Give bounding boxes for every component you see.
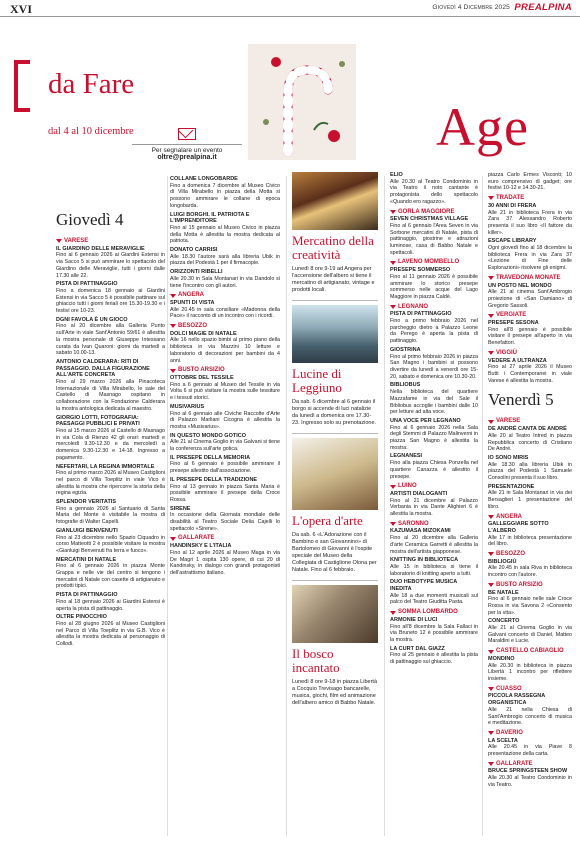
event-title: DONATO CARRISI: [170, 247, 218, 254]
event-list: [170, 176, 280, 577]
christmas-candy-cane-illustration: [248, 44, 356, 160]
event-description: Fino al 11 gennaio 2026 è possibile ammirare lo storico presepe sommerso nelle acque del Lago Maggiore in piazza Caldè.: [390, 273, 478, 300]
event-title: OTTOBRE DEL TESSILE: [170, 374, 234, 381]
event-title: PISTA DI PATTINAGGIO: [56, 281, 118, 288]
event-description: Alle 20.30 al Teatro Condominio in via Teatro il noto cantante è protagonista dello spettacolo «Quando ero ragazzo».: [390, 178, 478, 205]
city-heading: [390, 304, 478, 311]
event-description: Alle 20.45 in via Piave 8 presentazione della carta.: [488, 744, 572, 758]
city-name: SARONNO: [398, 520, 429, 527]
event-list: [488, 172, 572, 789]
event-title: LA SCELTA: [488, 737, 518, 744]
event-list: [390, 172, 478, 666]
divider: [292, 300, 378, 301]
event-title: GALLEGGIARE SOTTO L'ALBERO: [488, 521, 549, 534]
event-description: Fino al 6 gennaio nelle sale Croce Rossa in via Savona 2 «Consento per la vita».: [488, 596, 572, 616]
feature-title: Mercatino della creatività: [292, 233, 374, 262]
event-description: Alle 20.30 in Sala Montanari in via Dandolo si tiene l'incontro con gli autori.: [170, 275, 280, 289]
city-heading: [488, 648, 572, 655]
event-description: Fino al 6 gennaio è possibile ammirare il presepe allestito dall'associazione.: [170, 461, 280, 475]
event-description: Fino a 6 gennaio al Museo del Tessile in via Volta 6 si può visitare la mostra sulle tessiture e i tessuti storici.: [170, 381, 280, 402]
city-heading: [170, 535, 280, 542]
city-name: TRADATE: [496, 195, 525, 202]
event-title: PISTA DI PATTINAGGIO: [390, 311, 452, 318]
event-description: Fino al primo marzo 2026 al Museo Castiglioni nel parco di Villa Toeplitz in viale Vico è allestita la mostra che ripercorre la storia della regina egizia.: [56, 470, 165, 497]
event-description: Fino al 6 gennaio 2026 ai Giardini Estensi in via Sacco 5 si può ammirare lo spettacolo del Giardino delle Meraviglie, tutti i giorni dalle 17.30 alle 22.: [56, 252, 165, 279]
city-name: BUSTO ARSIZIO: [496, 581, 543, 588]
city-name: CASTELLO CABIAGLIO: [496, 648, 564, 655]
event-title: PRESEPE SESONA: [488, 320, 539, 327]
event-description: Ogni giovedì fino al 18 dicembre la biblioteca Frera in via Zara 37 «Lezione di Fine delle Esplorazioni» risolvere gli enigmi.: [488, 245, 572, 272]
photo-lights: [292, 305, 378, 363]
city-name: TRAVEDONA MONATE: [496, 274, 561, 281]
event-description: Alle 20.45 in sala Riva in biblioteca incontro con l'autore.: [488, 565, 572, 579]
event-description: Fino al 27 aprile 2026 il Museo Butti i Contemporanei in viale Varese è allestita la mostra.: [488, 364, 572, 384]
event-description: Fino a domenica 7 dicembre al Museo Civico di Villa Mirabello in piazza della Motta si possono ammirare le collane di epoca longobarda.: [170, 182, 280, 209]
city-heading: [488, 551, 572, 558]
event-title: IN QUESTO MONDO GOTICO: [170, 432, 246, 439]
page-header: [0, 0, 580, 17]
triangle-marker-icon: [390, 305, 396, 309]
event-description: Fino a primo febbraio 2026 nel parcheggio dietro a Palazzo Leone da Perego è aperta la pista di pattinaggio.: [390, 318, 478, 345]
event-title: GIANLUIGI BENVENUTI: [56, 527, 118, 534]
feature-title: Lucine di Leggiuno: [292, 366, 342, 395]
event-description: Alle 16 nello spazio bimbi al primo piano della biblioteca in via Mazzini 10 letture e laboratorio di decorazioni per bambini da 4 anni.: [170, 337, 280, 364]
city-heading: [390, 259, 478, 266]
event-description: piazza Carlo Ermes Visconti; 10 euro comprensivo di gadget; ore festivi 10-12 e 14.30-21.: [488, 172, 572, 192]
triangle-marker-icon: [488, 196, 494, 200]
event-title: UN POSTO NEL MONDO: [488, 282, 552, 289]
city-heading: [488, 761, 572, 768]
event-title: OLTRE PINOCCHIO: [56, 614, 107, 621]
event-title: ORIZZONTI RIBELLI: [170, 269, 223, 276]
triangle-marker-icon: [488, 731, 494, 735]
column-divider: [167, 176, 168, 836]
event-title: NEFERTARI, LA REGINA IMMORTALE: [56, 463, 155, 470]
event-description: Alle 18.30 alla libreria Ubik in piazza del Podestà 1 Samuele Consolini presenta il suo libro.: [488, 461, 572, 482]
city-name: LAVENO MOMBELLO: [398, 259, 460, 266]
event-description: Fino al 28 giugno 2026 al Museo Castiglioni nel Parco di Villa Toeplitz in via G.B. Vico è allestita la mostra dedicata al personaggio di Collodi.: [56, 620, 165, 648]
event-title: UNA VOCE PER LEGNANO: [390, 417, 461, 424]
city-heading: [170, 367, 280, 374]
section-dates: dal 4 al 10 dicembre: [48, 126, 134, 137]
city-heading: [488, 350, 572, 357]
event-description: Alle 21 al cinema Sant'Ambrogio proiezione di «San Damiano» di Gregorio Sassoli.: [488, 289, 572, 309]
event-description: Fino alla piazza Chiesa Ponzella nel quartiere Canazza è allestito il presepe.: [390, 460, 478, 480]
event-title: ANTONIO CALDERARA: RITI DI PASSAGGIO. DALLA FIGURAZIONE ALL'ARTE CONCRETA: [56, 358, 150, 379]
city-heading: [488, 418, 572, 425]
event-description: Nella biblioteca del quartiere Mazzafame in via del Sale il Bibliobus accoglie i bambini dalle 10 per letture ad alta voce.: [390, 389, 478, 416]
city-heading: [170, 323, 280, 330]
city-heading: [390, 483, 478, 490]
day-heading: Giovedì 4: [56, 210, 124, 229]
event-description: Fino all'8 gennaio è possibile visitare il presepe all'aperto in via Benefattori.: [488, 326, 572, 347]
event-description: Alle 20 al Teatro Intred in piazza Repubblica concerto di Cristiano De André.: [488, 432, 572, 453]
city-heading: [488, 730, 572, 737]
event-description: Fino al 6 gennaio 2026 in piazza Monte Grappa e nelle vie del centro si tengono i mercatini di Natale con casette di artigianato e prodotti tipici.: [56, 563, 165, 590]
photo-market: [292, 172, 378, 230]
contact-email[interactable]: oltre@prealpina.it: [157, 154, 217, 161]
event-title: KAZUMASA MIZOKAMI: [390, 528, 451, 535]
city-heading: [488, 275, 572, 282]
column-divider: [482, 176, 483, 836]
event-description: Alle 18.30 l'autore sarà alla libreria Ubik in piazza del Podestà 1 per il firmacopie.: [170, 253, 280, 267]
event-description: Fino all'8 dicembre la Sala Fallaci in via Bruneto 12 è possibile ammirare la mostra.: [390, 623, 478, 643]
event-title: ARMONIE DI LUCI: [390, 616, 438, 623]
event-title: HANDINSKY E L'ITALIA: [170, 543, 232, 550]
triangle-marker-icon: [488, 420, 494, 424]
city-name: ANGERA: [178, 292, 205, 299]
event-description: Fino al 20 dicembre alla Galleria d'arte Ceramica Garretti è allestita la mostra dell'artista giapponese.: [390, 535, 478, 555]
contact-text: Per segnalare un evento: [151, 147, 223, 154]
event-title: COLLANE LONGOBARDE: [170, 176, 238, 182]
triangle-marker-icon: [488, 762, 494, 766]
event-title: SIRENE: [170, 505, 191, 512]
event-description: Fino al primo febbraio 2026 in piazza San Magno i bambini si possono divertire da lunedì a venerdì ore 15-20, sabato e domenica ore 10.30-20.: [390, 353, 478, 380]
divider: [132, 144, 242, 145]
feature-title: L'opera d'arte: [292, 513, 363, 528]
city-name: LEGNANO: [398, 303, 428, 310]
event-description: Fino a domenica 18 gennaio ai Giardini Estensi in via Sacco 5 è possibile pattinare sul ghiaccio tutti i giorni feriali ore 15.30-19.30 e i festivi ore 10-23.: [56, 287, 165, 315]
photo-forest: [292, 585, 378, 643]
feature-text: Lunedì 8 ore 9-18 in piazza Libertà a Cocquio Trevisago bancarelle, musica, giochi, film ed animazione dell'albero amico di Babbo Natale.: [292, 679, 378, 706]
page-number: XVI: [10, 2, 33, 16]
city-name: VARESE: [496, 418, 521, 425]
event-title: MERCATINI DI NATALE: [56, 556, 117, 563]
event-title: GIORGIO LOTTI, FOTOGRAFIA: PAESAGGI PUBBLICI E PRIVATI: [56, 414, 140, 428]
triangle-marker-icon: [170, 369, 176, 373]
event-description: Fino al 25 gennaio è allestita la pista di pattinaggio sul ghiaccio.: [390, 652, 478, 666]
photo-artwork: [292, 438, 378, 510]
agenda-heading: Age: [436, 97, 529, 157]
event-title: MONDINO: [488, 655, 515, 662]
event-description: Fino al 23 dicembre nello Spazio Ciquadro in corso Matteotti 2 è possibile visitare la mostra «Gianluigi Benvenuti fra terra e fuoco».: [56, 534, 165, 554]
triangle-marker-icon: [488, 583, 494, 587]
feature-box: [292, 305, 378, 427]
city-heading: [390, 209, 478, 216]
event-description: Alle 20.30 al Teatro Condominio in via Teatro.: [488, 775, 572, 788]
event-title: DGNI FAVOLA È UN GIOCO: [56, 316, 128, 323]
event-description: Fino al 6 gennaio l'Area Seven in via Sorbone mercatini di Natale, pista di pattinaggio, giostrine e attrazioni luminose, casa di Babbo Natale e spettacoli.: [390, 222, 478, 256]
city-name: CUASSO: [496, 685, 522, 692]
feature-box: [292, 438, 378, 574]
event-title: BE NATALE: [488, 589, 519, 596]
event-title: PRESEPE SOMMERSO: [390, 267, 451, 274]
event-title: 30 ANNI DI FRERA: [488, 202, 537, 209]
event-description: Alle 21 al Cinema Goglio in via Galvani concerto di Daniel, Matteo Maraldini e Lucie.: [488, 625, 572, 645]
city-name: SOMMA LOMBARDO: [398, 609, 458, 616]
column-5: [488, 172, 572, 837]
event-description: Fino a gennaio 2026 al Santuario di Santa Maria del Monte è visitabile la mostra di fotografie di Walter Capelli.: [56, 505, 165, 526]
triangle-marker-icon: [390, 611, 396, 615]
event-title: PISTA DI PATTINAGGIO: [56, 592, 118, 599]
column-1: [56, 206, 165, 834]
event-title: ARTISTI DIALOGANTI: [390, 490, 448, 497]
triangle-marker-icon: [390, 485, 396, 489]
event-description: Alle 21 in biblioteca Frera in via Zara 37 Alessandro Roberto presenta il suo libro «Il fattore da killer».: [488, 209, 572, 236]
event-description: Fino al 20 dicembre alla Galleria Punto sull'Arte in viale Sant'Antonio 59/61 è allestita la mostra personale di Giuseppe Intessano curata da Ivan Quaroni: giorni da martedì a sabato 10.00-13.: [56, 323, 165, 357]
triangle-marker-icon: [488, 650, 494, 654]
event-description: Fino al 15 marzo 2026 al Castello di Masnago in via Cola di Rienzo 42 gli orari: martedì e mercoledì 9.30-12.30 e da mercoledì a domenica 9.30-12.30 e 14-18. Ingresso a pagamento.: [56, 427, 165, 461]
column-2: [170, 176, 280, 834]
event-title: DUO HEBOTYPE MUSICA INEDITA: [390, 579, 458, 593]
event-title: DE ANDRÉ CANTA DE ANDRÉ: [488, 426, 567, 433]
triangle-marker-icon: [170, 324, 176, 328]
event-title: BIBLIOGIÙ: [488, 558, 517, 565]
city-name: ANGERA: [496, 513, 523, 520]
triangle-marker-icon: [390, 522, 396, 526]
triangle-marker-icon: [488, 552, 494, 556]
city-name: LUINO: [398, 483, 417, 490]
triangle-marker-icon: [488, 314, 494, 318]
event-title: CONCERTO: [488, 618, 520, 625]
feature-title: Il bosco incantato: [292, 646, 340, 675]
triangle-marker-icon: [488, 515, 494, 519]
event-title: LEGNANESI: [390, 453, 423, 460]
triangle-marker-icon: [488, 687, 494, 691]
event-title: IL PRESEPE DELLA MEMORIA: [170, 454, 251, 461]
event-title: IL GIARDINO DELLE MERAVIGLIE: [56, 245, 145, 252]
column-4: [390, 172, 478, 834]
city-name: VIGGIÙ: [496, 349, 518, 356]
event-description: In occasione della Giornata mondiale delle disabilità al Teatro Sociale Delia Cajelli lo spettacolo «Sirene».: [170, 512, 280, 532]
event-title: DOLCI MAGIE DI NATALE: [170, 330, 237, 337]
day-heading: Venerdì 5: [488, 390, 554, 410]
triangle-marker-icon: [56, 239, 62, 243]
event-description: Alle 21 al Cinema Goglio in via Galvani si tiene la conferenza sull'arte gotica.: [170, 439, 280, 453]
feature-text: Da sab. 6 «L'Adorazione con il Bambino e san Giovannino» di Bartolomeo di Giovanni è l'ospite speciale del Museo della Collegiata di Castiglione Olona per Natale. Fino al 6 febbraio.: [292, 532, 377, 573]
divider: [292, 433, 378, 434]
city-heading: [488, 312, 572, 319]
city-heading: [170, 292, 280, 299]
triangle-marker-icon: [170, 294, 176, 298]
triangle-marker-icon: [170, 537, 176, 541]
brand-logo: PREALPINA: [514, 2, 572, 13]
event-description: Fino al 6 gennaio 2026 nella Sala degli Stemmi di Palazzo Malinverni in piazza San Magno è allestita la mostra.: [390, 424, 478, 451]
city-heading: [488, 686, 572, 693]
event-description: Alle 20.30 in biblioteca in piazza Libertà 1 incontro per riflettere insieme.: [488, 662, 572, 682]
triangle-marker-icon: [390, 210, 396, 214]
event-title: BIBLIOBUS: [390, 382, 421, 389]
feature-box: [292, 585, 378, 707]
event-title: IL PRESEPE DELLA TRADIZIONE: [170, 476, 258, 483]
event-title: GIOSTRINA: [390, 346, 421, 353]
event-title: LA CURT DAL GIAZZ: [390, 645, 445, 652]
event-description: Fino al 15 gennaio al Museo Civico in piazza della Motta è allestita la mostra dedicata al patriota.: [170, 224, 280, 245]
triangle-marker-icon: [390, 261, 396, 265]
event-description: Alle 18 a due momenti musicali sul palco del Teatro Giuditta Pasta.: [390, 592, 478, 606]
triangle-marker-icon: [488, 276, 494, 280]
envelope-icon: [178, 128, 196, 140]
city-heading: [488, 195, 572, 202]
event-title: KNITTING IN BIBLIOTECA: [390, 557, 459, 564]
event-title: LUIGI BORGHI. IL PATRIOTA E L'IMPRENDITORE: [170, 211, 250, 225]
triangle-marker-icon: [488, 351, 494, 355]
event-description: Alle 21 in Sala Montanari in via dei Bersaglieri 1 presentazione del libro.: [488, 490, 572, 510]
event-description: Fino al 21 dicembre al Palazzo Verbania in via Dante Alighieri 6 è allestita la mostra.: [390, 497, 478, 518]
event-title: IO SONO MIRIS: [488, 454, 529, 461]
city-name: BUSTO ARSIZIO: [178, 367, 225, 374]
event-title: PICCOLA RASSEGNA ORGANISTICA: [488, 693, 546, 707]
feature-text: Lunedì 8 ore 9-19 ad Angera per l'accensione dell'albero si tiene il mercatino di artigianato, vintage e prodotti locali.: [292, 266, 375, 293]
event-description: Fino al 13 gennaio in piazza Santa Maria è possibile ammirare il presepe della Croce Rossa.: [170, 483, 280, 503]
city-heading: [56, 238, 165, 245]
event-title: SEVEN CHRISTMAS VILLAGE: [390, 216, 469, 223]
city-name: GORLA MAGGIORE: [398, 208, 455, 215]
event-description: Alle 21 nella Chiesa di Sant'Ambrogio concerto di musica e meditazione.: [488, 706, 572, 727]
city-name: VERGIATE: [496, 312, 527, 319]
event-description: Alle 20.45 in sala consiliare «Madonna della Pace» il racconto di un incontro con i ricordi.: [170, 306, 280, 320]
city-name: BESOZZO: [496, 551, 526, 558]
city-heading: [488, 582, 572, 589]
column-divider: [384, 176, 385, 836]
feature-text: Da sab. 6 dicembre al 6 gennaio il borgo si accende di luci natalizie da lunedì a domenica ore 17.30-23. Ingresso solo su prenotazione.: [292, 399, 377, 426]
event-title: SPLENDOR VERITATIS: [56, 499, 116, 506]
event-title: PRESENTAZIONE: [488, 483, 535, 490]
event-title: ELIO: [390, 172, 403, 178]
event-title: BRUCE SPRINGSTEEN SHOW: [488, 768, 568, 775]
contact-box: [128, 30, 246, 168]
city-name: BESOZZO: [178, 323, 208, 330]
event-description: Fino al 6 gennaio alle Civiche Raccolte d'Arte di Palazzo Marliani Cicogna è allestita la mostra «Musivarius».: [170, 410, 280, 430]
column-3: [292, 172, 378, 834]
divider: [292, 580, 378, 581]
column-divider: [286, 176, 287, 836]
header-date: Giovedì 4 Dicembre 2025: [432, 4, 510, 11]
event-description: Fino al 12 aprile 2026 al Museo Maga in via De Magri 1 ospita 130 opere, di cui 20 di Kandinsky, in dialogo con grandi protagonisti dell'astrattismo italiano.: [170, 549, 280, 576]
city-heading: [390, 609, 478, 616]
city-heading: [390, 521, 478, 528]
event-description: Fino al 18 gennaio 2026 ai Giardini Estensi è aperta la pista di pattinaggio.: [56, 598, 165, 612]
city-name: DAVERIO: [496, 729, 523, 736]
city-heading: [488, 514, 572, 521]
event-description: Fino al 29 marzo 2026 alla Pinacoteca Internazionale di Villa Mirabello, le sale del Castello di Masnago ospitano in collaborazione con la Fondazione Calderara la mostra antologica dedicata al maestro.: [56, 379, 165, 412]
red-bracket-ornament: [14, 60, 30, 112]
city-name: GALLARATE: [496, 760, 533, 767]
event-description: Alle 17 in biblioteca presentazione del libro.: [488, 534, 572, 548]
city-name: VARESE: [64, 238, 89, 244]
event-title: SPUNTI DI VISTA: [170, 299, 215, 306]
event-description: Alle 15 in biblioteca si tiene il laboratorio di knitting aperto a tutti.: [390, 563, 478, 577]
section-title: da Fare: [48, 68, 135, 100]
event-title: ESCAPE LIBRARY: [488, 238, 537, 245]
event-title: MUSIVARIUS: [170, 403, 205, 410]
city-name: GALLARATE: [178, 535, 215, 542]
feature-box: [292, 172, 378, 294]
event-list: [56, 238, 165, 648]
event-title: VEDERE A ULTRANZA: [488, 357, 547, 364]
